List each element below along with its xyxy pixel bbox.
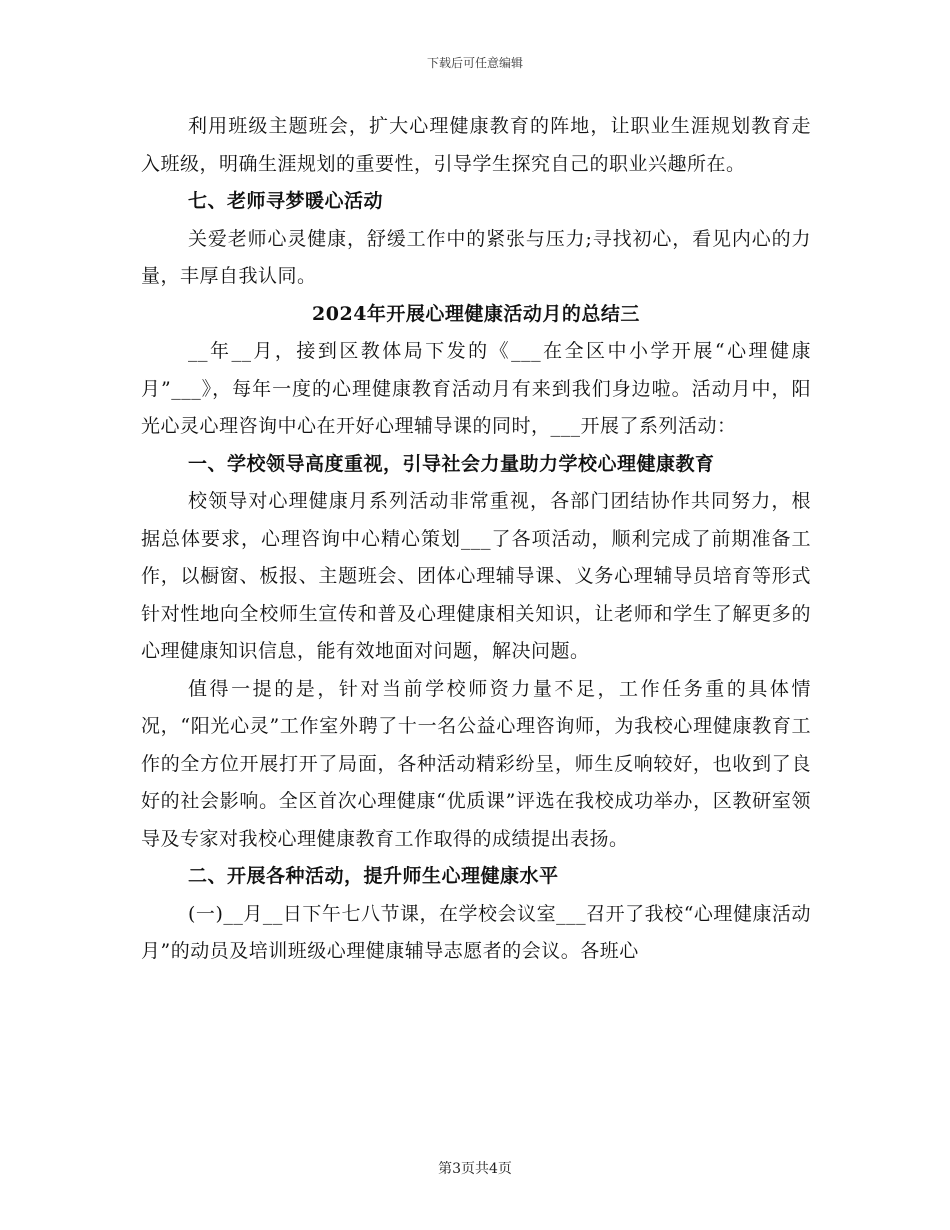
page-number: 第3页共4页 bbox=[438, 1161, 512, 1177]
page-header-note: 下载后可任意编辑 bbox=[426, 56, 523, 70]
document-body bbox=[141, 108, 811, 971]
section-heading: 一、学校领导高度重视，引导社会力量助力学校心理健康教育 bbox=[188, 452, 715, 475]
paragraph: 值得一提的是，针对当前学校师资力量不足，工作任务重的具体情况，“阳光心灵”工作室外聘了十一名公益心理咨询师，为我校心理健康教育工作的全方位开展打开了局面，各种活动精彩纷呈，师生反响较好，也收到了良好的社会影响。全区首次心理健康“优质课”评选在我校成功举办，区教研室领导及专家对我校心理健康教育工作取得的成绩提出表扬。 bbox=[141, 677, 811, 850]
paragraph: 校领导对心理健康月系列活动非常重视，各部门团结协作共同努力，根据总体要求，心理咨询中心精心策划___了各项活动，顺利完成了前期准备工作，以橱窗、板报、主题班会、团体心理辅导课、义务心理辅导员培育等形式针对性地向全校师生宣传和普及心理健康相关知识，让老师和学生了解更多的心理健康知识信息，能有效地面对问题，解决问题。 bbox=[141, 490, 811, 662]
paragraph: (一)__月__日下午七八节课，在学校会议室___召开了我校“心理健康活动月”的动员及培训班级心理健康辅导志愿者的会议。各班心 bbox=[141, 902, 811, 962]
section-heading: 七、老师寻梦暖心活动 bbox=[188, 190, 384, 212]
paragraph: __年__月，接到区教体局下发的《___在全区中小学开展“心理健康月”___》，每年一度的心理健康教育活动月有来到我们身边啦。活动月中，阳光心灵心理咨询中心在开好心理辅导课的同时，___开展了系列活动： bbox=[141, 340, 811, 437]
paragraph: 利用班级主题班会，扩大心理健康教育的阵地，让职业生涯规划教育走入班级，明确生涯规划的重要性，引导学生探究自己的职业兴趣所在。 bbox=[141, 115, 811, 175]
document-title: 2024年开展心理健康活动月的总结三 bbox=[312, 302, 640, 325]
section-heading: 二、开展各种活动，提升师生心理健康水平 bbox=[188, 865, 559, 887]
paragraph: 关爱老师心灵健康，舒缓工作中的紧张与压力;寻找初心，看见内心的力量，丰厚自我认同。 bbox=[141, 227, 811, 287]
